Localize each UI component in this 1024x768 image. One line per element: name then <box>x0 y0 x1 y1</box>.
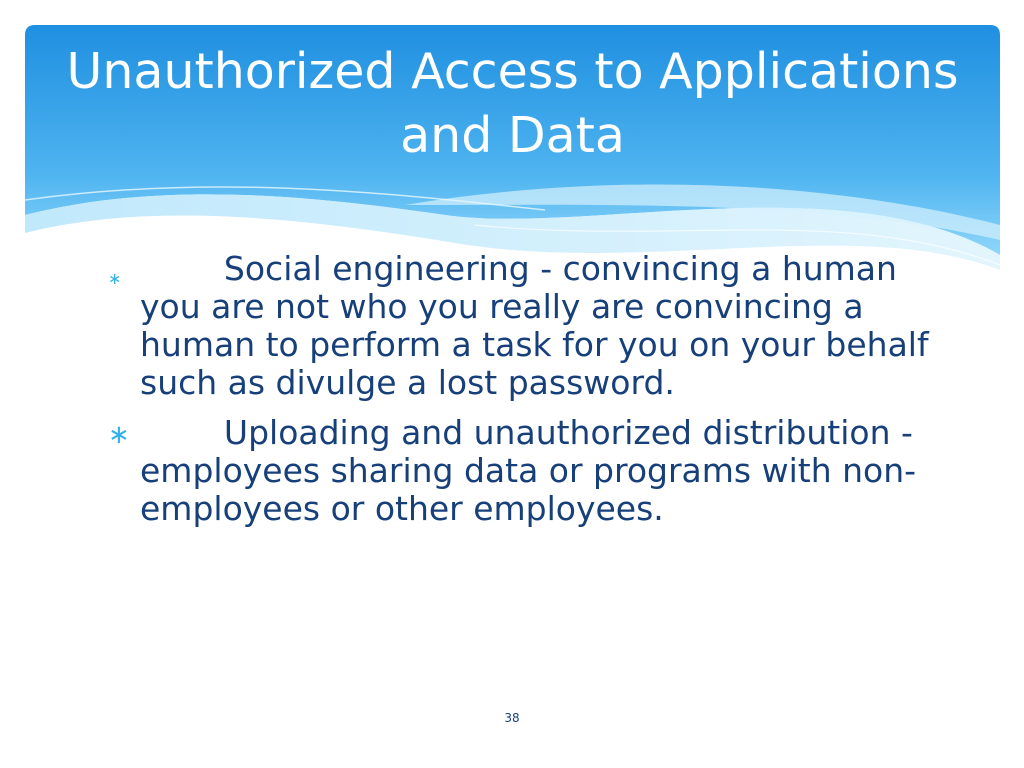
bullet-text: Uploading and unauthorized distribution - employees sharing data or programs with non-employees or other employees. <box>140 413 924 528</box>
bullet-list <box>100 249 940 540</box>
list-item <box>100 414 930 528</box>
page-number: 38 <box>504 711 520 725</box>
list-item <box>100 249 940 402</box>
slide-title: Unauthorized Access to Applications and Data <box>66 43 959 164</box>
asterisk-bullet-icon: ∗ <box>108 420 130 450</box>
asterisk-bullet-icon: ∗ <box>108 269 122 288</box>
bullet-text: Social engineering - convincing a human you are not who you really are convincing a human to perform a task for you on your behalf such as divulge a lost password. <box>140 249 940 402</box>
